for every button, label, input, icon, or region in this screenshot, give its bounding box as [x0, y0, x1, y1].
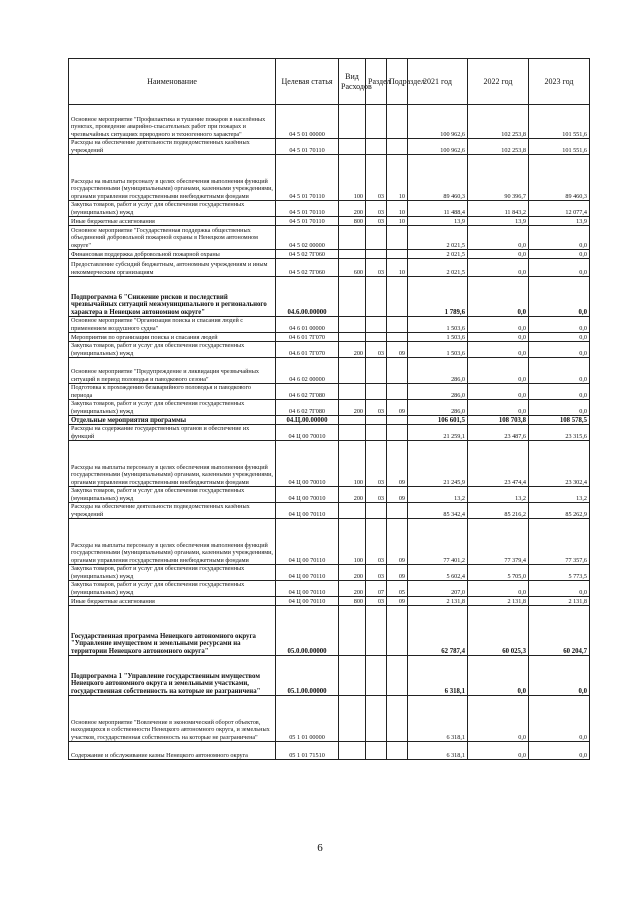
row-podrazdel: 09	[387, 342, 408, 358]
row-razdel	[366, 317, 387, 333]
row-vid	[339, 416, 366, 425]
table-row	[69, 250, 590, 259]
row-name: Подготовка к прохождению безаварийного половодья и паводкового периода	[69, 384, 276, 400]
row-target-code: 04 6 01 00000	[276, 317, 339, 333]
row-vid	[339, 503, 366, 519]
row-value-2022: 0,0	[468, 226, 529, 250]
row-value-2022: 23 487,6	[468, 425, 529, 441]
row-podrazdel: 10	[387, 201, 408, 217]
row-razdel	[366, 742, 387, 760]
row-podrazdel	[387, 416, 408, 425]
row-value-2023: 5 773,5	[529, 565, 590, 581]
row-value-2021: 207,0	[408, 581, 468, 597]
row-value-2021: 11 488,4	[408, 201, 468, 217]
row-value-2023: 2 131,8	[529, 597, 590, 606]
row-name: Содержание и обслуживание казны Ненецкого автономного округа	[69, 742, 276, 760]
table-row	[69, 581, 590, 597]
row-name: Основное мероприятие "Государственная поддержка общественных объединений добровольной пожарной охраны в Ненецком автономном округе"	[69, 226, 276, 250]
row-value-2022: 102 253,8	[468, 105, 529, 139]
table-row	[69, 384, 590, 400]
row-name: Расходы на обеспечение деятельности подведомственных казённых учреждений	[69, 139, 276, 155]
row-value-2023: 0,0	[529, 581, 590, 597]
row-value-2021: 286,0	[408, 400, 468, 416]
row-name: Закупка товаров, работ и услуг для обеспечения государственных (муниципальных) нужд	[69, 487, 276, 503]
row-vid	[339, 333, 366, 342]
row-vid	[339, 384, 366, 400]
row-name: Расходы на содержание государственных органов и обеспечение их функций	[69, 425, 276, 441]
row-value-2023: 0,0	[529, 250, 590, 259]
row-razdel: 03	[366, 597, 387, 606]
table-row	[69, 277, 590, 317]
row-name: Основное мероприятие "Вовлечение в экономический оборот объектов, находящихся в собственности Ненецкого автономного округа, и земельных участков, государственная собственность на которые не разграничена"	[69, 696, 276, 742]
row-value-2023: 0,0	[529, 400, 590, 416]
table-row	[69, 317, 590, 333]
row-vid	[339, 742, 366, 760]
row-value-2021: 1 503,6	[408, 333, 468, 342]
table-row	[69, 139, 590, 155]
row-name: Предоставление субсидий бюджетным, автономным учреждениям и иным некоммерческим организациям	[69, 259, 276, 277]
row-value-2021: 21 259,1	[408, 425, 468, 441]
row-podrazdel	[387, 277, 408, 317]
row-target-code: 05.1.00.00000	[276, 656, 339, 696]
row-target-code: 04 6 01 7Г070	[276, 333, 339, 342]
row-value-2023: 0,0	[529, 259, 590, 277]
row-value-2022: 0,0	[468, 342, 529, 358]
row-value-2022: 0,0	[468, 250, 529, 259]
row-podrazdel: 10	[387, 155, 408, 201]
table-row	[69, 333, 590, 342]
budget-table	[68, 58, 590, 760]
table-row	[69, 259, 590, 277]
row-name: Закупка товаров, работ и услуг для обеспечения государственных (муниципальных) нужд	[69, 400, 276, 416]
table-row	[69, 597, 590, 606]
row-target-code: 04 Ц 00 70110	[276, 597, 339, 606]
row-value-2023: 0,0	[529, 656, 590, 696]
row-razdel: 03	[366, 217, 387, 226]
row-razdel: 03	[366, 519, 387, 565]
row-vid: 200	[339, 487, 366, 503]
row-target-code: 04 5 01 00000	[276, 105, 339, 139]
row-value-2023: 0,0	[529, 358, 590, 384]
table-row	[69, 503, 590, 519]
row-vid	[339, 425, 366, 441]
table-row	[69, 742, 590, 760]
row-podrazdel	[387, 384, 408, 400]
header-razdel: Раздел	[366, 59, 387, 105]
row-name: Мероприятия по организации поиска и спасания людей	[69, 333, 276, 342]
row-name: Основное мероприятие "Предупреждение и ликвидация чрезвычайных ситуаций в период половодья и паводкового сезона"	[69, 358, 276, 384]
row-value-2021: 286,0	[408, 384, 468, 400]
header-name: Наименование	[69, 59, 276, 105]
row-name: Закупка товаров, работ и услуг для обеспечения государственных (муниципальных) нужд	[69, 565, 276, 581]
row-podrazdel: 05	[387, 581, 408, 597]
table-row	[69, 441, 590, 487]
row-podrazdel: 09	[387, 565, 408, 581]
table-row	[69, 201, 590, 217]
row-value-2021: 100 962,6	[408, 139, 468, 155]
row-value-2022: 108 703,8	[468, 416, 529, 425]
row-value-2022: 0,0	[468, 581, 529, 597]
row-razdel	[366, 606, 387, 656]
row-value-2023: 60 204,7	[529, 606, 590, 656]
row-razdel: 03	[366, 441, 387, 487]
header-2021: 2021 год	[408, 59, 468, 105]
row-value-2021: 6 318,1	[408, 656, 468, 696]
row-value-2021: 13,2	[408, 487, 468, 503]
table-row	[69, 155, 590, 201]
row-value-2022: 23 474,4	[468, 441, 529, 487]
row-target-code: 04 Ц 00 70110	[276, 581, 339, 597]
row-value-2022: 0,0	[468, 384, 529, 400]
row-podrazdel	[387, 656, 408, 696]
row-name: Расходы на выплаты персоналу в целях обеспечения выполнения функций государственными (муниципальными) органами, казенными учреждениями, органами управления государственными внебюджетными фондами	[69, 155, 276, 201]
row-value-2022: 0,0	[468, 742, 529, 760]
row-podrazdel: 09	[387, 519, 408, 565]
row-value-2023: 0,0	[529, 333, 590, 342]
row-value-2022: 0,0	[468, 317, 529, 333]
row-vid	[339, 250, 366, 259]
row-value-2021: 21 245,9	[408, 441, 468, 487]
row-value-2023: 0,0	[529, 226, 590, 250]
row-razdel	[366, 333, 387, 342]
row-vid	[339, 606, 366, 656]
row-value-2023: 89 460,3	[529, 155, 590, 201]
table-header-row	[69, 59, 590, 105]
table-row	[69, 519, 590, 565]
row-value-2022: 60 025,3	[468, 606, 529, 656]
row-podrazdel: 10	[387, 259, 408, 277]
row-podrazdel	[387, 250, 408, 259]
row-vid	[339, 317, 366, 333]
row-value-2023: 0,0	[529, 342, 590, 358]
row-value-2021: 1 789,6	[408, 277, 468, 317]
row-podrazdel	[387, 503, 408, 519]
header-2023: 2023 год	[529, 59, 590, 105]
row-value-2021: 2 131,8	[408, 597, 468, 606]
row-name: Иные бюджетные ассигнования	[69, 217, 276, 226]
row-vid	[339, 696, 366, 742]
table-row	[69, 358, 590, 384]
row-vid	[339, 358, 366, 384]
row-name: Расходы на выплаты персоналу в целях обеспечения выполнения функций государственными (муниципальными) органами, казенными учреждениями, органами управления государственными внебюджетными фондами	[69, 441, 276, 487]
row-value-2021: 85 342,4	[408, 503, 468, 519]
table-row	[69, 105, 590, 139]
row-value-2022: 85 216,2	[468, 503, 529, 519]
row-razdel: 03	[366, 400, 387, 416]
row-razdel	[366, 384, 387, 400]
row-name: Иные бюджетные ассигнования	[69, 597, 276, 606]
row-vid: 800	[339, 597, 366, 606]
row-vid	[339, 139, 366, 155]
row-value-2021: 6 318,1	[408, 696, 468, 742]
row-name: Подпрограмма 6 "Снижение рисков и последствий чрезвычайных ситуаций межмуниципального и регионального характера в Ненецком автономном округе"	[69, 277, 276, 317]
row-razdel	[366, 139, 387, 155]
row-value-2021: 106 601,5	[408, 416, 468, 425]
row-target-code: 04 Ц 00 70010	[276, 425, 339, 441]
header-vid: Вид Расходов	[339, 59, 366, 105]
row-target-code: 04.Ц.00.00000	[276, 416, 339, 425]
row-value-2021: 2 021,5	[408, 259, 468, 277]
row-value-2023: 77 357,6	[529, 519, 590, 565]
row-target-code: 04 5 01 70110	[276, 217, 339, 226]
row-vid: 200	[339, 201, 366, 217]
row-name: Государственная программа Ненецкого автономного округа "Управление имуществом и земельными ресурсами на территории Ненецкого автономного округа"	[69, 606, 276, 656]
header-2022: 2022 год	[468, 59, 529, 105]
row-value-2023: 0,0	[529, 742, 590, 760]
table-row	[69, 565, 590, 581]
row-podrazdel	[387, 696, 408, 742]
row-razdel	[366, 656, 387, 696]
row-target-code: 04.6.00.00000	[276, 277, 339, 317]
row-vid: 200	[339, 581, 366, 597]
row-podrazdel	[387, 226, 408, 250]
row-target-code: 05.0.00.00000	[276, 606, 339, 656]
row-target-code: 04 Ц 00 70010	[276, 487, 339, 503]
row-razdel: 07	[366, 581, 387, 597]
row-razdel: 03	[366, 259, 387, 277]
table-row	[69, 656, 590, 696]
row-podrazdel: 09	[387, 400, 408, 416]
table-row	[69, 400, 590, 416]
row-vid	[339, 277, 366, 317]
row-podrazdel	[387, 358, 408, 384]
row-value-2021: 77 401,2	[408, 519, 468, 565]
row-value-2022: 0,0	[468, 259, 529, 277]
row-value-2021: 1 503,6	[408, 317, 468, 333]
row-podrazdel	[387, 105, 408, 139]
row-value-2021: 89 460,3	[408, 155, 468, 201]
table-row	[69, 696, 590, 742]
row-value-2022: 102 253,8	[468, 139, 529, 155]
row-value-2021: 100 962,6	[408, 105, 468, 139]
row-value-2023: 0,0	[529, 277, 590, 317]
row-value-2021: 286,0	[408, 358, 468, 384]
table-row	[69, 226, 590, 250]
table-row	[69, 342, 590, 358]
row-value-2022: 2 131,8	[468, 597, 529, 606]
row-value-2022: 0,0	[468, 358, 529, 384]
row-vid: 200	[339, 400, 366, 416]
row-target-code: 04.6 01 7Г070	[276, 342, 339, 358]
row-value-2022: 0,0	[468, 333, 529, 342]
row-podrazdel	[387, 606, 408, 656]
row-razdel: 03	[366, 201, 387, 217]
table-row	[69, 416, 590, 425]
row-value-2021: 5 602,4	[408, 565, 468, 581]
row-value-2022: 0,0	[468, 400, 529, 416]
row-value-2022: 77 379,4	[468, 519, 529, 565]
table-body	[69, 105, 590, 760]
row-razdel	[366, 416, 387, 425]
row-value-2021: 1 503,6	[408, 342, 468, 358]
row-value-2022: 11 843,2	[468, 201, 529, 217]
row-razdel: 03	[366, 342, 387, 358]
row-target-code: 04 Ц 00 70110	[276, 519, 339, 565]
row-value-2023: 85 262,9	[529, 503, 590, 519]
row-vid: 800	[339, 217, 366, 226]
row-vid: 200	[339, 342, 366, 358]
row-value-2022: 0,0	[468, 656, 529, 696]
row-razdel	[366, 358, 387, 384]
row-podrazdel	[387, 425, 408, 441]
row-razdel	[366, 503, 387, 519]
row-target-code: 04 Ц 00 70010	[276, 441, 339, 487]
row-target-code: 04 5 02 00000	[276, 226, 339, 250]
row-podrazdel: 09	[387, 487, 408, 503]
row-podrazdel: 09	[387, 597, 408, 606]
row-podrazdel	[387, 333, 408, 342]
row-podrazdel	[387, 317, 408, 333]
row-vid: 100	[339, 441, 366, 487]
header-podrazdel: Подраздел	[387, 59, 408, 105]
row-name: Финансовая поддержка добровольной пожарной охраны	[69, 250, 276, 259]
row-vid: 600	[339, 259, 366, 277]
row-razdel	[366, 277, 387, 317]
row-value-2021: 2 021,5	[408, 226, 468, 250]
row-target-code: 04 Ц 00 70110	[276, 503, 339, 519]
table-row	[69, 425, 590, 441]
row-value-2022: 13,9	[468, 217, 529, 226]
row-razdel	[366, 105, 387, 139]
table-row	[69, 606, 590, 656]
row-name: Закупка товаров, работ и услуг для обеспечения государственных (муниципальных) нужд	[69, 581, 276, 597]
budget-table-page	[68, 58, 589, 760]
row-value-2021: 6 318,1	[408, 742, 468, 760]
row-value-2022: 0,0	[468, 277, 529, 317]
row-podrazdel: 09	[387, 441, 408, 487]
row-razdel: 03	[366, 155, 387, 201]
row-value-2021: 62 787,4	[408, 606, 468, 656]
row-target-code: 04 5 02 7Г060	[276, 259, 339, 277]
row-value-2023: 101 551,6	[529, 105, 590, 139]
header-target: Целевая статья	[276, 59, 339, 105]
row-name: Основное мероприятие "Профилактика и тушение пожаров в населённых пунктах, проведение аварийно-спасательных работ при пожарах и чрезвычайных ситуациях природного и техногенного характера"	[69, 105, 276, 139]
row-value-2023: 23 315,6	[529, 425, 590, 441]
row-name: Основное мероприятие "Организация поиска и спасания людей с применением воздушного судна"	[69, 317, 276, 333]
row-value-2022: 13,2	[468, 487, 529, 503]
table-row	[69, 487, 590, 503]
row-target-code: 04 6 02 00000	[276, 358, 339, 384]
row-vid: 200	[339, 565, 366, 581]
row-value-2023: 0,0	[529, 317, 590, 333]
row-podrazdel	[387, 742, 408, 760]
row-value-2023: 13,2	[529, 487, 590, 503]
row-name: Расходы на обеспечение деятельности подведомственных казённых учреждений	[69, 503, 276, 519]
row-name: Отдельные мероприятия программы	[69, 416, 276, 425]
row-value-2022: 0,0	[468, 696, 529, 742]
row-razdel	[366, 250, 387, 259]
row-podrazdel: 10	[387, 217, 408, 226]
page-number: 6	[317, 842, 323, 854]
row-value-2023: 23 302,4	[529, 441, 590, 487]
row-razdel	[366, 425, 387, 441]
row-name: Расходы на выплаты персоналу в целях обеспечения выполнения функций государственными (муниципальными) органами, казенными учреждениями, органами управления государственными внебюджетными фондами	[69, 519, 276, 565]
row-name: Подпрограмма 1 "Управление государственным имуществом Ненецкого автономного округа и земельными участками, государственная собственность на которые не разграничена"	[69, 656, 276, 696]
row-vid	[339, 105, 366, 139]
row-target-code: 05 1 01 00000	[276, 696, 339, 742]
row-target-code: 04 Ц 00 70110	[276, 565, 339, 581]
row-value-2023: 0,0	[529, 384, 590, 400]
row-target-code: 04 5 02 7Г060	[276, 250, 339, 259]
row-value-2023: 13,9	[529, 217, 590, 226]
row-value-2023: 108 578,5	[529, 416, 590, 425]
row-value-2023: 12 077,4	[529, 201, 590, 217]
table-row	[69, 217, 590, 226]
row-razdel	[366, 226, 387, 250]
row-name: Закупка товаров, работ и услуг для обеспечения государственных (муниципальных) нужд	[69, 342, 276, 358]
row-vid: 100	[339, 519, 366, 565]
row-target-code: 04 6 02 7Г080	[276, 384, 339, 400]
row-podrazdel	[387, 139, 408, 155]
row-razdel: 03	[366, 565, 387, 581]
row-value-2023: 0,0	[529, 696, 590, 742]
row-value-2022: 5 705,0	[468, 565, 529, 581]
row-value-2021: 13,9	[408, 217, 468, 226]
row-razdel: 03	[366, 487, 387, 503]
row-target-code: 04 5 01 70110	[276, 201, 339, 217]
row-target-code: 05 1 01 71510	[276, 742, 339, 760]
row-name: Закупка товаров, работ и услуг для обеспечения государственных (муниципальных) нужд	[69, 201, 276, 217]
row-value-2022: 90 396,7	[468, 155, 529, 201]
row-target-code: 04 6 02 7Г080	[276, 400, 339, 416]
row-razdel	[366, 696, 387, 742]
row-vid: 100	[339, 155, 366, 201]
row-target-code: 04 5 01 70110	[276, 139, 339, 155]
row-vid	[339, 226, 366, 250]
row-value-2023: 101 551,6	[529, 139, 590, 155]
row-vid	[339, 656, 366, 696]
row-value-2021: 2 021,5	[408, 250, 468, 259]
row-target-code: 04 5 01 70110	[276, 155, 339, 201]
